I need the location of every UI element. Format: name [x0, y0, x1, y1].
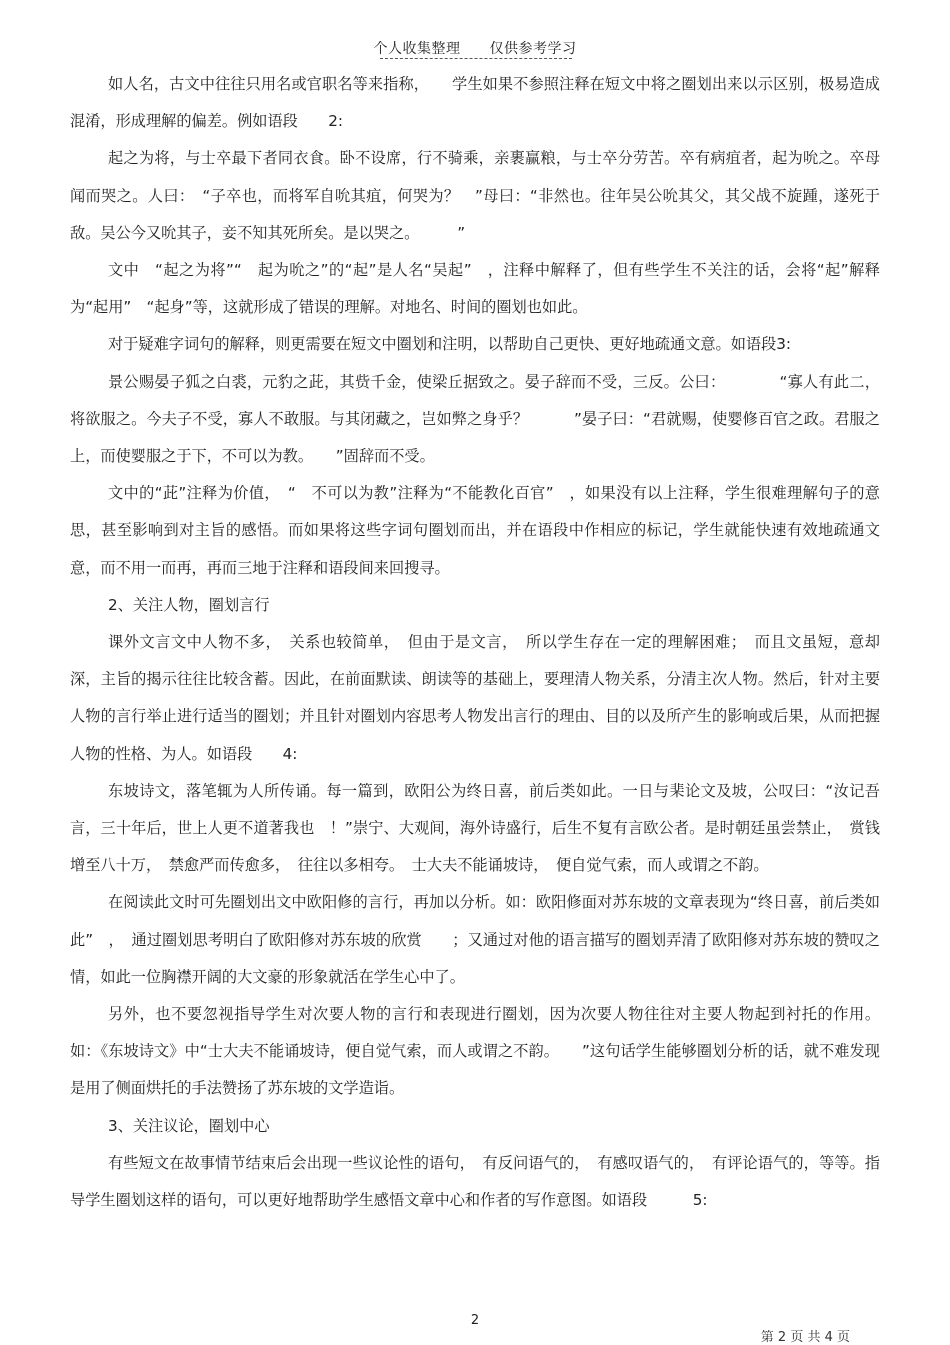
paragraph: 课外文言文中人物不多， 关系也较简单， 但由于是文言， 所以学生存在一定的理解困难； 而且文虽短，意却深，主旨的揭示往往比较含蓄。因此，在前面默读、朗读等的基础上，要理清人物关系，分清主次人物。然后，针对主要人物的言行举止进行适当的圈划；并且针对圈划内容思考人物发出言行的理由、目的以及所产生的影响或后果，从而把握人物的性格、为人。如语段 4:	[70, 633, 880, 763]
paragraph: 对于疑难字词句的解释，则更需要在短文中圈划和注明，以帮助自己更快、更好地疏通文意。如语段3:	[108, 335, 792, 354]
quoted-passage: 景公赐晏子狐之白裘，元豹之茈，其赀千金，使梁丘据致之。晏子辞而不受，三反。公曰： “寡人有此二，将欲服之。今夫子不受，寡人不敢服。与其闭藏之，岂如弊之身乎？ ”晏子曰：“君就赐，使婴修百官之政。君服之上，而使婴服之于下，不可以为教。 ”固辞而不受。	[70, 372, 880, 466]
section-heading: 3、关注议论，圈划中心	[108, 1116, 270, 1135]
quoted-passage: 东坡诗文，落笔辄为人所传诵。每一篇到，欧阳公为终日喜，前后类如此。一日与棐论文及坡，公叹曰：“汝记吾言，三十年后，世上人更不道著我也 ！”崇宁、大观间，海外诗盛行，后生不复有言欧公者。是时朝廷虽尝禁止， 赏钱增至八十万， 禁愈严而传愈多， 往往以多相夸。 士大夫不能诵坡诗， 便自觉气索，而人或谓之不韵。	[70, 781, 880, 875]
paragraph: 文中的“茈”注释为价值， “ 不可以为教”注释为“不能教化百官” ，如果没有以上注释，学生很难理解句子的意思，甚至影响到对主旨的感悟。而如果将这些字词句圈划而出，并在语段中作相应的标记，学生就能快速有效地疏通文意，而不用一而再，再而三地于注释和语段间来回搜寻。	[70, 484, 880, 577]
page-number: 2	[470, 1313, 480, 1328]
paragraph: 文中 “起之为将”“ 起为吮之”的“起”是人名“吴起” ，注释中解释了，但有些学生不关注的话，会将“起”解释为“起用” “起身”等，这就形成了错误的理解。对地名、时间的圈划也如此。	[70, 261, 880, 317]
page-of-indicator: 第 2 页 共 4 页	[760, 1330, 850, 1345]
section-heading: 2、关注人物，圈划言行	[108, 595, 270, 614]
paragraph: 在阅读此文时可先圈划出文中欧阳修的言行，再加以分析。如：欧阳修面对苏东坡的文章表现为“终日喜，前后类如此” ， 通过圈划思考明白了欧阳修对苏东坡的欣赏 ；又通过对他的语言描写的圈划弄清了欧阳修对苏东坡的赞叹之情，如此一位胸襟开阔的大文豪的形象就活在学生心中了。	[70, 893, 880, 986]
paragraph: 有些短文在故事情节结束后会出现一些议论性的语句， 有反问语气的， 有感叹语气的， 有评论语气的，等等。指导学生圈划这样的语句，可以更好地帮助学生感悟文章中心和作者的写作意图。如语段 5:	[70, 1153, 880, 1210]
quoted-passage: 起之为将，与士卒最下者同衣食。卧不设席，行不骑乘，亲裹赢粮，与士卒分劳苦。卒有病疽者，起为吮之。卒母闻而哭之。人曰： “子卒也，而将军自吮其疽，何哭为？ ”母曰：“非然也。往年吴公吮其父，其父战不旋踵，遂死于敌。吴公今又吮其子，妾不知其死所矣。是以哭之。 ”	[70, 149, 880, 242]
document-body	[70, 66, 880, 1219]
header-underline	[380, 58, 572, 59]
page-header: 个人收集整理 仅供参考学习	[373, 41, 577, 57]
paragraph: 如人名，古文中往往只用名或官职名等来指称， 学生如果不参照注释在短文中将之圈划出来以示区别，极易造成混淆，形成理解的偏差。例如语段 2:	[70, 75, 880, 131]
paragraph: 另外，也不要忽视指导学生对次要人物的言行和表现进行圈划，因为次要人物往往对主要人物起到衬托的作用。如：《东坡诗文》中“士大夫不能诵坡诗，便自觉气索，而人或谓之不韵。 ”这句话学生能够圈划分析的话，就不难发现是用了侧面烘托的手法赞扬了苏东坡的文学造诣。	[70, 1005, 880, 1098]
